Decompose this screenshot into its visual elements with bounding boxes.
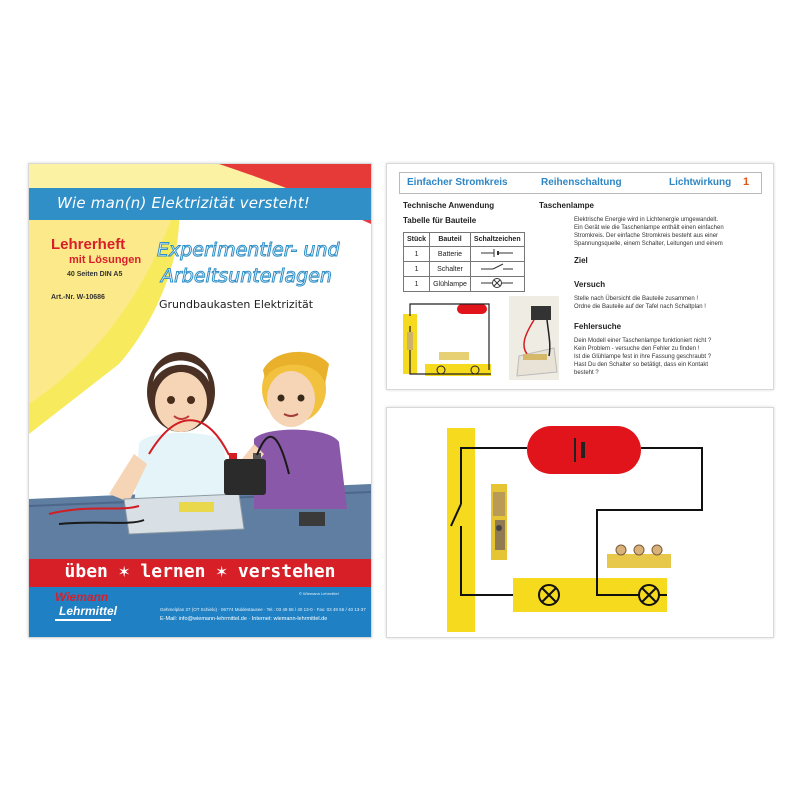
text-line: Hast Du den Schalter so betätigt, dass ein Kontakt xyxy=(574,362,709,368)
table-header-row xyxy=(404,233,525,247)
worksheet-page xyxy=(386,163,774,390)
booklet-cover xyxy=(28,163,372,638)
cover-title-line2: Arbeitsunterlagen xyxy=(161,265,332,287)
publisher-contact: E-Mail: info@wiemann-lehrmittel.de · Internet: wiemann-lehrmittel.de xyxy=(160,616,328,622)
header-topic-1: Einfacher Stromkreis xyxy=(407,177,508,188)
text-line: besteht ? xyxy=(574,370,599,376)
lamp-symbol xyxy=(539,585,559,605)
lehrerheft-label: Lehrerheft xyxy=(51,236,126,253)
part-cell: Schalter xyxy=(430,262,471,277)
experiment-heading: Versuch xyxy=(574,280,606,289)
table-row xyxy=(404,277,525,292)
solutions-label: mit Lösungen xyxy=(69,254,142,266)
children-experiment-illustration xyxy=(29,334,371,559)
publisher-logo-line1: Wiemann xyxy=(55,590,109,604)
publisher-address: Gehmelplan 27 (OT Schielo) · 06774 Muldestausee · Tel.: 03 49 55 / 40 13-0 · Fax: 03 49 55 / 40 13-37 xyxy=(160,607,366,612)
part-cell: Batterie xyxy=(430,247,471,262)
cover-subtitle: Grundbaukasten Elektrizität xyxy=(159,298,314,311)
text-line: Elektrische Energie wird in Lichtenergie umgewandelt. xyxy=(574,217,719,223)
text-line: Ist die Glühlampe fest in ihre Fassung geschraubt ? xyxy=(574,354,712,360)
text-line: Stelle nach Übersicht die Bauteile zusammen ! xyxy=(574,296,699,302)
circuit-board-thumbnail xyxy=(401,296,501,380)
article-number: Art.-Nr. W-10686 xyxy=(51,294,105,301)
text-line: Kein Problem - versuche den Fehler zu finden ! xyxy=(574,346,700,352)
troubleshooting-paragraph xyxy=(574,337,759,377)
lamp-holder-photo xyxy=(607,545,671,568)
switch-photo xyxy=(491,484,507,560)
header-topic-3: Lichtwirkung xyxy=(669,177,732,188)
column-header: Schaltzeichen xyxy=(470,233,524,247)
text-line: Dein Modell einer Taschenlampe funktioniert nicht ? xyxy=(574,338,712,344)
copyright-text: © Wiemann Lehrmittel xyxy=(299,591,339,596)
circuit-diagram-page xyxy=(386,407,774,638)
count-cell: 1 xyxy=(404,247,430,262)
table-row xyxy=(404,247,525,262)
lamp-symbol xyxy=(639,585,659,605)
battery-symbol-icon xyxy=(470,247,524,262)
troubleshooting-heading: Fehlersuche xyxy=(574,322,622,331)
experiment-paragraph xyxy=(574,295,759,311)
text-line: Spannungsquelle, einem Schalter, Leitungen und einem xyxy=(574,241,723,247)
slogan-text: üben ✶ lernen ✶ verstehen xyxy=(64,561,336,582)
banner-text: Wie man(n) Elektrizität versteht! xyxy=(57,194,311,212)
application-heading: Taschenlampe xyxy=(539,201,594,210)
part-cell: Glühlampe xyxy=(430,277,471,292)
technical-heading: Technische Anwendung xyxy=(403,201,495,210)
worksheet-number: 1 xyxy=(743,176,750,188)
worksheet-header xyxy=(399,172,762,194)
intro-paragraph xyxy=(574,216,759,248)
column-header: Bauteil xyxy=(430,233,471,247)
goal-heading: Ziel xyxy=(574,256,588,265)
count-cell: 1 xyxy=(404,262,430,277)
table-heading: Tabelle für Bauteile xyxy=(403,216,477,225)
column-header: Stück xyxy=(404,233,430,247)
components-table xyxy=(403,232,525,292)
experiment-photo xyxy=(509,296,559,380)
logo-underline xyxy=(55,619,111,621)
text-line: Ordne die Bauteile auf der Tafel nach Schaltplan ! xyxy=(574,304,706,310)
text-line: Stromkreis. Der einfache Stromkreis besteht aus einer xyxy=(574,233,719,239)
count-cell: 1 xyxy=(404,277,430,292)
cover-title-line1: Experimentier- und xyxy=(157,239,340,261)
publisher-logo-line2: Lehrmittel xyxy=(59,604,118,618)
circuit-diagram xyxy=(387,408,773,637)
header-topic-2: Reihenschaltung xyxy=(541,177,622,188)
lamp-symbol-icon xyxy=(470,277,524,292)
text-line: Ein Gerät wie die Taschenlampe enthält einen einfachen xyxy=(574,225,724,231)
switch-symbol-icon xyxy=(470,262,524,277)
table-row xyxy=(404,262,525,277)
page-count: 40 Seiten DIN A5 xyxy=(67,271,123,278)
